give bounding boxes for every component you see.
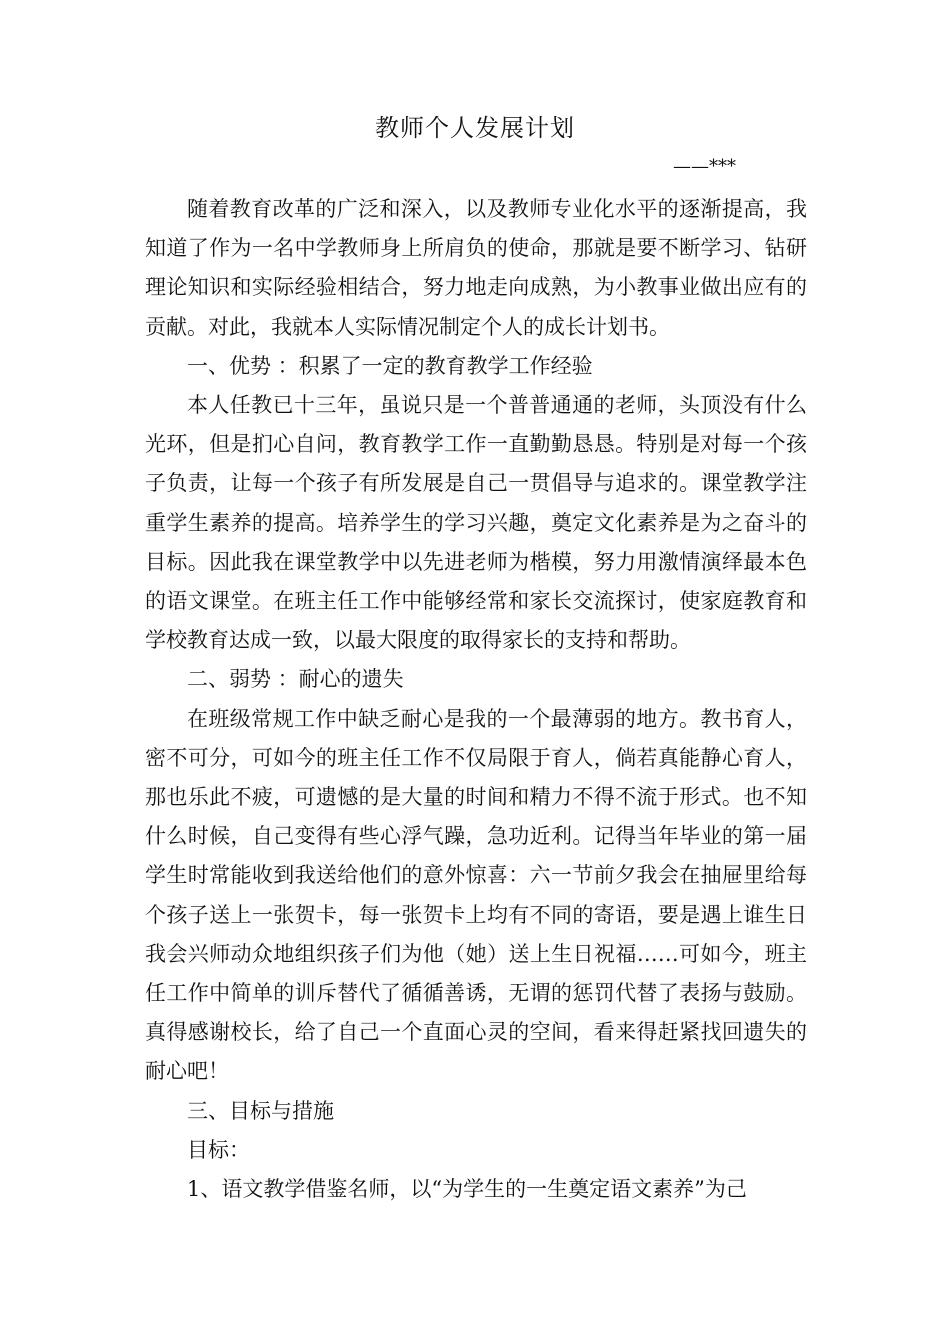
weaknesses-paragraph: 在班级常规工作中缺乏耐心是我的一个最薄弱的地方。教书育人，密不可分，可如今的班主任工作不仅局限于育人，倘若真能静心育人，那也乐此不疲，可遗憾的是大量的时间和精力不得不流于形式。也不知什么时候，自己变得有些心浮气躁，急功近利。记得当年毕业的第一届学生时常能收到我送给他们的意外惊喜：六一节前夕我会在抽屉里给每个孩子送上一张贺卡，每一张贺卡上均有不同的寄语，要是遇上谁生日我会兴师动众地组织孩子们为他（她）送上生日祝福……可如今，班主任工作中简单的训斥替代了循循善诱，无谓的惩罚代替了表扬与鼓励。真得感谢校长，给了自己一个直面心灵的空间，看来得赶紧找回遗失的耐心吧！ — [145, 706, 807, 1084]
goals-label: 目标： — [187, 1137, 250, 1162]
author-line: ——*** — [673, 156, 736, 177]
goal-item-1: 1、语文教学借鉴名师，以“为学生的一生奠定语文素养”为己 — [187, 1177, 747, 1202]
strengths-paragraph: 本人任教已十三年，虽说只是一个普普通通的老师，头顶没有什么光环，但是扪心自问，教育教学工作一直勤勤恳恳。特别是对每一个孩子负责，让每一个孩子有所发展是自己一贯倡导与追求的。课堂教学注重学生素养的提高。培养学生的学习兴趣，奠定文化素养是为之奋斗的目标。因此我在课堂教学中以先进老师为楷模，努力用激情演绎最本色的语文课堂。在班主任工作中能够经常和家长交流探讨，使家庭教育和学校教育达成一致，以最大限度的取得家长的支持和帮助。 — [145, 393, 807, 653]
document-title: 教师个人发展计划 — [375, 114, 575, 142]
intro-paragraph: 随着教育改革的广泛和深入，以及教师专业化水平的逐渐提高，我知道了作为一名中学教师身上所肩负的使命，那就是要不断学习、钻研理论知识和实际经验相结合，努力地走向成熟，为小教事业做出应有的贡献。对此，我就本人实际情况制定个人的成长计划书。 — [145, 197, 807, 339]
section-heading-strengths: 一、优势 ：积累了一定的教育教学工作经验 — [187, 353, 593, 378]
section-heading-goals: 三、目标与措施 — [187, 1098, 334, 1123]
document-body — [145, 190, 807, 1209]
section-heading-weaknesses: 二、弱势 ：耐心的遗失 — [187, 667, 404, 692]
